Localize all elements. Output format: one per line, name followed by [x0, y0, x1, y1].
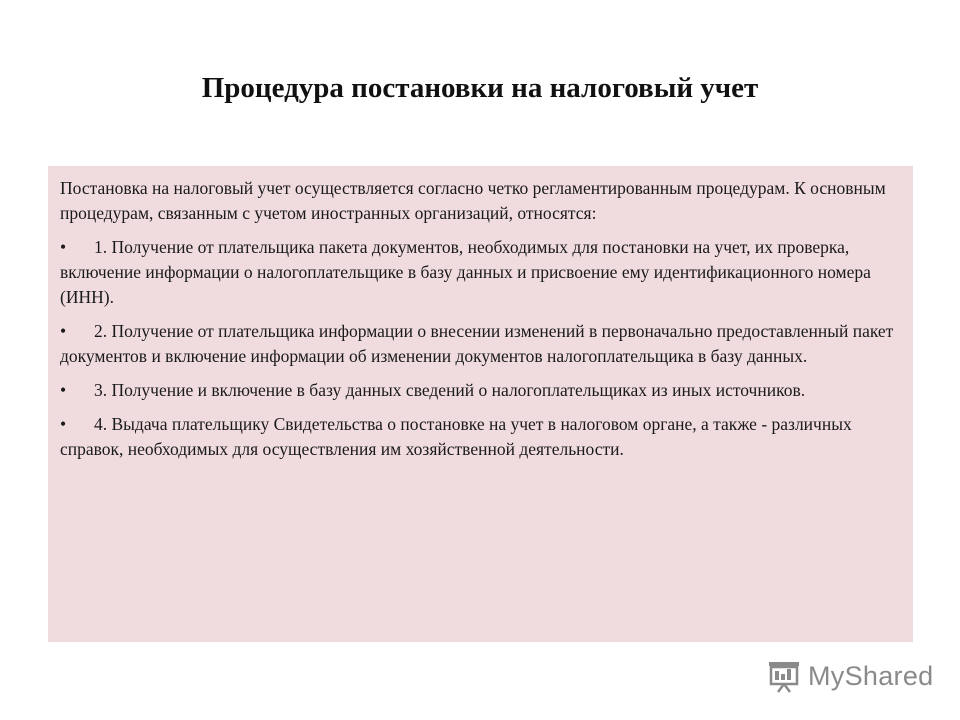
- list-item: [60, 378, 906, 403]
- list-item: [60, 412, 906, 462]
- myshared-logo: [766, 656, 933, 696]
- bullet-icon: •: [60, 237, 67, 257]
- list-item-text: 4. Выдача плательщику Свидетельства о постановке на учет в налоговом органе, а также - различных справок, необходимых для осуществления им хозяйственной деятельности.: [60, 414, 852, 459]
- slide-title: Процедура постановки на налоговый учет: [201, 72, 759, 104]
- bullet-icon: •: [60, 380, 67, 400]
- list-item-text: 2. Получение от плательщика информации о внесении изменений в первоначально предоставленный пакет документов и включение информации об изменении документов налогоплательщика в базу данных.: [60, 321, 894, 366]
- bullet-icon: •: [60, 414, 67, 434]
- slide-content: [60, 176, 906, 471]
- list-item-text: 1. Получение от плательщика пакета документов, необходимых для постановки на учет, их проверка, включение информации о налогоплательщике в базу данных и присвоение ему идентификационного номера (ИНН).: [60, 237, 871, 307]
- list-item: [60, 319, 906, 369]
- intro-paragraph: Постановка на налоговый учет осуществляется согласно четко регламентированным процедурам. К основным процедурам, связанным с учетом иностранных организаций, относятся:: [60, 178, 886, 223]
- presentation-board-icon: [766, 658, 802, 694]
- list-item-text: 3. Получение и включение в базу данных сведений о налогоплательщиках из иных источников.: [94, 380, 806, 400]
- list-item: [60, 235, 906, 310]
- logo-text: MyShared: [808, 660, 934, 691]
- bullet-icon: •: [60, 321, 67, 341]
